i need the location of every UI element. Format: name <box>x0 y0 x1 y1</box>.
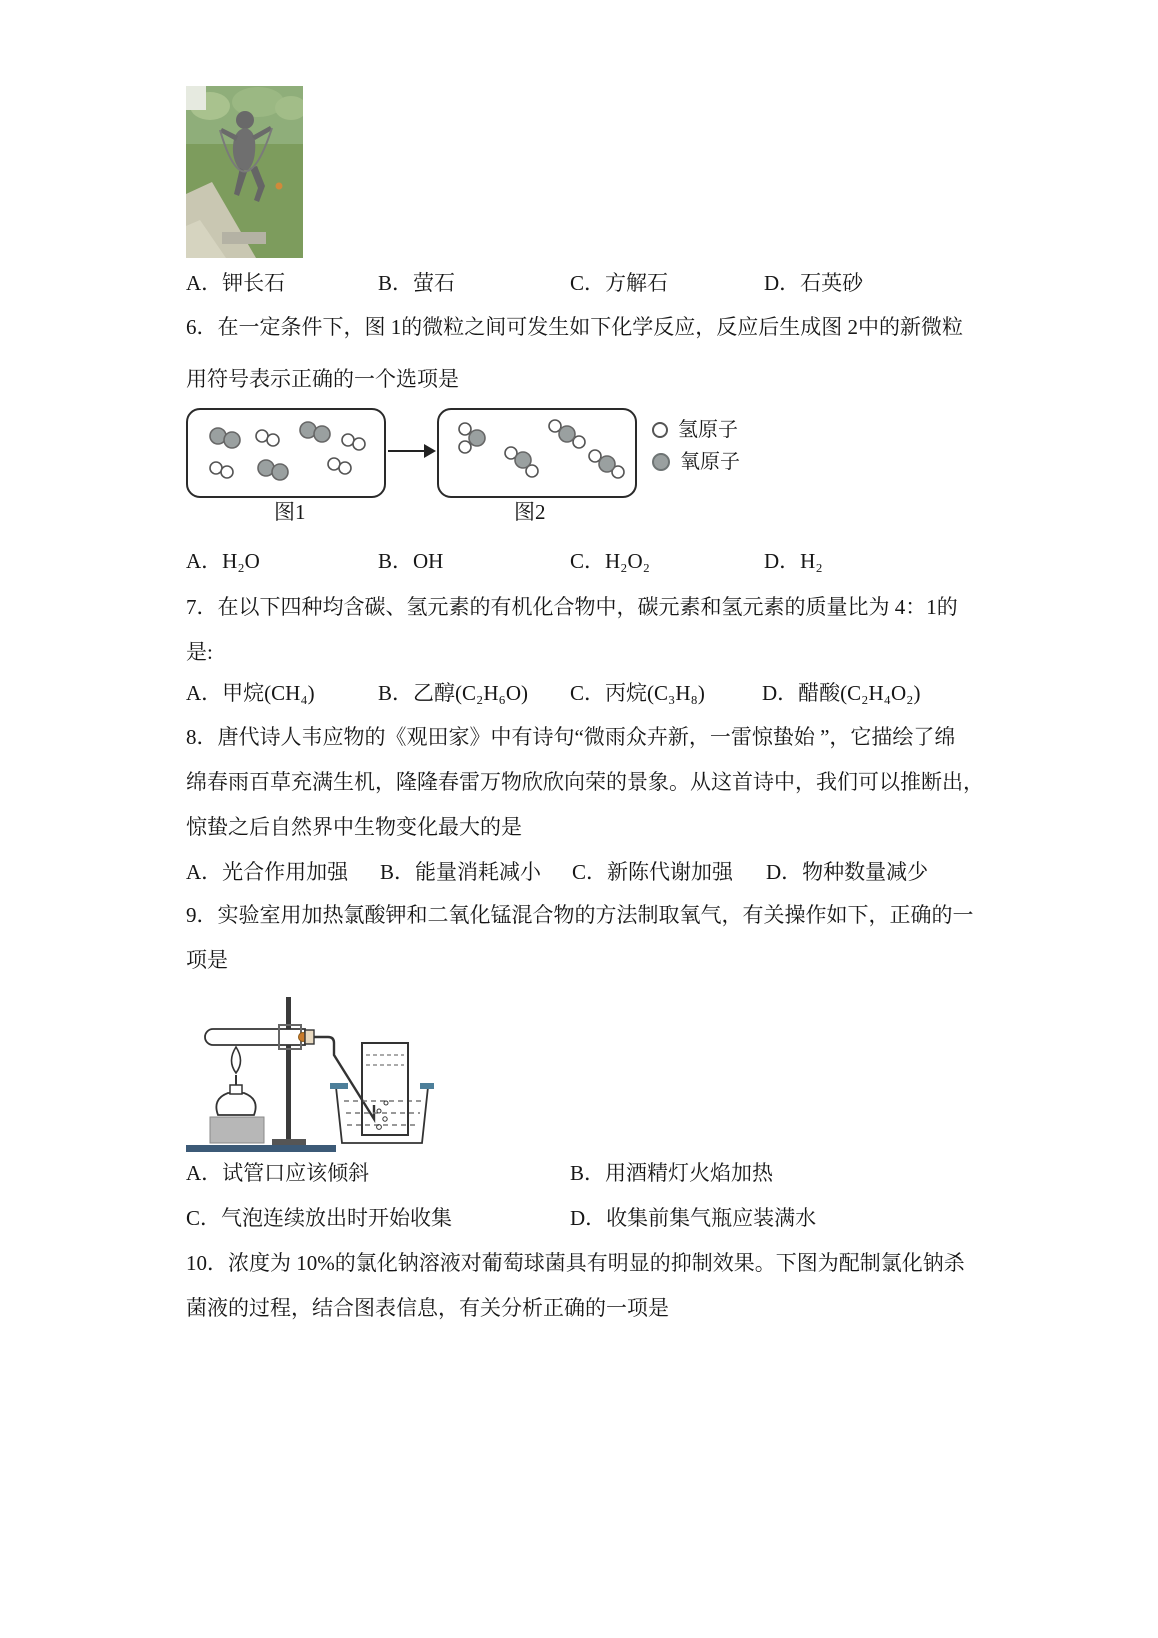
statue-photo <box>186 86 303 258</box>
q9-text-line-1: 9．实验室用加热氯酸钾和二氧化锰混合物的方法制取氧气，有关操作如下，正确的一 <box>186 903 974 927</box>
q6-option-a: A．H₂O <box>186 549 260 573</box>
q7-text-line-2: 是: <box>186 640 213 664</box>
fig2-caption: 图2 <box>514 500 546 524</box>
q7-option-c: C．丙烷(C₃H₈) <box>570 681 705 705</box>
q7-option-a: A．甲烷(CH₄) <box>186 681 315 705</box>
molecule-diagram-fig1 <box>186 408 386 498</box>
q10-text-line-1: 10．浓度为 10%的氯化钠溶液对葡萄球菌具有明显的抑制效果。下图为配制氯化钠杀 <box>186 1251 965 1275</box>
reaction-arrow-icon <box>388 441 436 461</box>
q8-text-line-2: 绵春雨百草充满生机，隆隆春雷万物欣欣向荣的景象。从这首诗中，我们可以推断出， <box>186 770 984 794</box>
fig2-molecules <box>439 410 631 492</box>
q6-option-c: C．H₂O₂ <box>570 549 650 573</box>
legend-hydrogen-label: 氢原子 <box>678 419 738 441</box>
q8-text-line-1: 8．唐代诗人韦应物的《观田家》中有诗句“微雨众卉新，一雷惊蛰始 ”，它描绘了绵 <box>186 725 956 749</box>
q9-option-c: C．气泡连续放出时开始收集 <box>186 1206 453 1230</box>
q7-text-line-1: 7．在以下四种均含碳、氢元素的有机化合物中，碳元素和氢元素的质量比为 4：1的 <box>186 595 958 619</box>
fig1-molecules <box>188 410 380 492</box>
q5-option-c: C．方解石 <box>570 271 669 295</box>
molecule-diagram-fig2 <box>437 408 637 498</box>
q6-option-b: B．OH <box>378 549 444 573</box>
statue-photo-image <box>186 86 303 258</box>
q6-text-line-1: 6．在一定条件下，图 1的微粒之间可发生如下化学反应，反应后生成图 2中的新微粒 <box>186 315 963 339</box>
q9-text-line-2: 项是 <box>186 948 228 972</box>
q5-option-b: B．萤石 <box>378 271 456 295</box>
legend-oxygen-label: 氧原子 <box>680 451 740 473</box>
q8-option-d: D．物种数量减少 <box>766 860 929 884</box>
oxygen-atom-icon <box>652 453 670 471</box>
q7-option-d: D．醋酸(C₂H₄O₂) <box>762 681 921 705</box>
q6-text-line-2: 用符号表示正确的一个选项是 <box>186 367 459 391</box>
legend-hydrogen <box>652 418 738 442</box>
oxygen-preparation-apparatus-diagram <box>186 985 436 1155</box>
q6-option-d: D．H₂ <box>764 549 823 573</box>
q5-option-a: A．钾长石 <box>186 271 286 295</box>
q8-option-c: C．新陈代谢加强 <box>572 860 734 884</box>
q7-option-b: B．乙醇(C₂H₆O) <box>378 681 528 705</box>
hydrogen-atom-icon <box>652 422 668 438</box>
q9-option-b: B．用酒精灯火焰加热 <box>570 1161 774 1185</box>
fig1-caption: 图1 <box>274 500 306 524</box>
q5-option-d: D．石英砂 <box>764 271 864 295</box>
q8-text-line-3: 惊蛰之后自然界中生物变化最大的是 <box>186 815 522 839</box>
q9-option-a: A．试管口应该倾斜 <box>186 1161 370 1185</box>
q8-option-a: A．光合作用加强 <box>186 860 349 884</box>
legend-oxygen <box>652 450 740 474</box>
q8-option-b: B．能量消耗减小 <box>380 860 542 884</box>
q10-text-line-2: 菌液的过程，结合图表信息，有关分析正确的一项是 <box>186 1296 669 1320</box>
q9-option-d: D．收集前集气瓶应装满水 <box>570 1206 817 1230</box>
